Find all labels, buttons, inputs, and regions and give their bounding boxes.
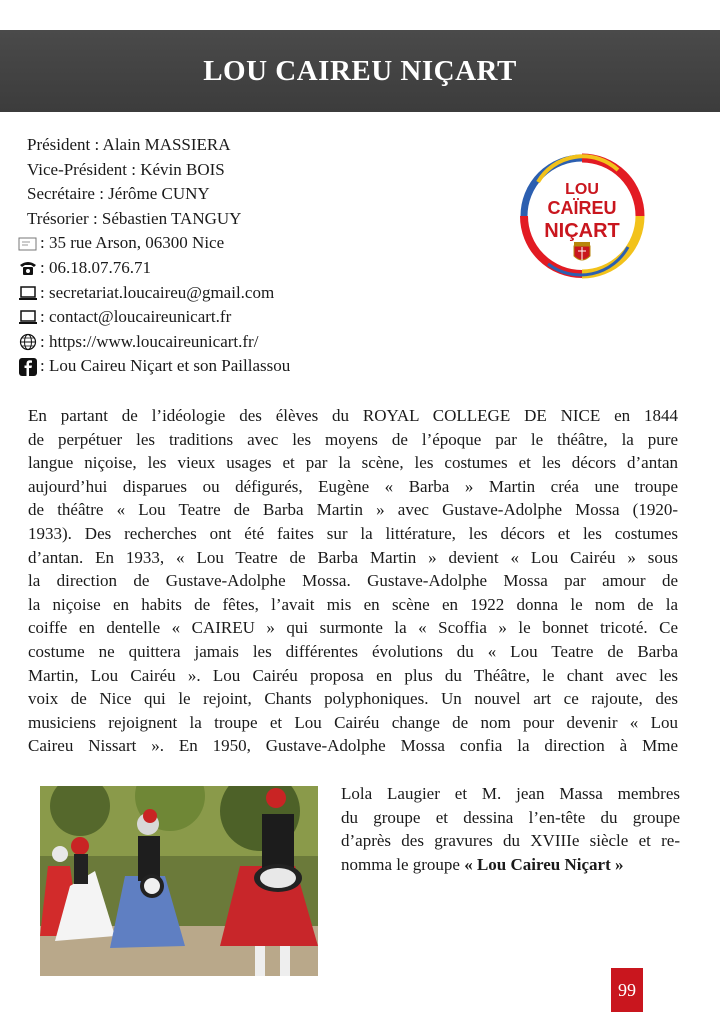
logo-line3: NIÇART (544, 220, 620, 242)
website-row (18, 330, 498, 355)
body-line-6: 1933). Des recherches ont été faites sur la littérature, les décors et les costumes (28, 523, 678, 543)
side-paragraph (341, 782, 680, 876)
side-line-2: du groupe et dessina l’en-tête du groupe (341, 807, 680, 827)
envelope-icon (18, 235, 38, 253)
email1-text[interactable]: : secretariat.loucaireu@gmail.com (40, 282, 275, 302)
address-row (18, 231, 498, 256)
body-paragraph (28, 404, 678, 758)
facebook-row (18, 354, 498, 379)
body-line-10: coiffe en dentelle « CAIREU » qui surmonte la « Scoffia » le bonnet tricoté. Ce (28, 618, 678, 638)
email2-row (18, 305, 498, 330)
body-line-5: de théâtre « Lou Teatre de Barba Martin » avec Gustave-Adolphe Mossa (1920- (28, 500, 678, 520)
page-number: 99 (611, 968, 643, 1012)
logo-line1: LOU (565, 181, 599, 198)
president-line: Président : Alain MASSIERA (27, 135, 231, 154)
telephone-icon (18, 259, 38, 277)
body-line-2: de perpétuer les traditions avec les moyens de l’époque par le théâtre, la pure (28, 429, 678, 449)
laptop-icon (18, 284, 38, 302)
logo-line2: CAÏREU (547, 198, 617, 218)
group-name-bold: « Lou Caireu Niçart » (464, 854, 624, 874)
body-line-4: aujourd’hui disparues ou défigurés, Eugène « Barba » Martin créa une troupe (28, 476, 678, 496)
side-line-4 (341, 853, 680, 877)
treasurer-line: Trésorier : Sébastien TANGUY (27, 208, 242, 228)
email1-row (18, 281, 498, 306)
facebook-icon (18, 358, 38, 376)
lou-caireu-nicart-logo (518, 152, 646, 280)
body-line-3: langue niçoise, les vieux usages et par la scène, les costumes et les décors d’antan (28, 453, 678, 473)
address-text: : 35 rue Arson, 06300 Nice (40, 233, 225, 253)
laptop-icon (18, 308, 38, 326)
page-title: LOU CAIREU NIÇART (203, 54, 517, 87)
body-line-13: voix de Nice qui le rejoint, Chants polyphoniques. Un nouvel art ce rajoute, des (28, 689, 678, 709)
body-line-15: Caireu Nissart ». En 1950, Gustave-Adolphe Mossa confia la direction à Mme (28, 736, 678, 756)
body-line-7: d’antan. En 1933, « Lou Teatre de Barba Martin » devient « Lou Cairéu » sous (28, 547, 678, 567)
side-line-4-prefix: nomma le groupe (341, 854, 465, 874)
body-line-11: costume ne quittera jamais les différentes évolutions du « Lou Teatre de Barba (28, 641, 678, 661)
side-line-3: d’après des gravures du XVIIIe siècle et re- (341, 831, 680, 851)
contact-block (18, 133, 498, 379)
side-line-1: Lola Laugier et M. jean Massa membres (341, 784, 680, 803)
body-line-8: la direction de Gustave-Adolphe Mossa. Gustave-Adolphe Mossa par amour de (28, 571, 678, 591)
title-banner (0, 30, 720, 112)
secretary-line: Secrétaire : Jérôme CUNY (27, 184, 210, 204)
phone-row (18, 256, 498, 281)
body-line-1: En partant de l’idéologie des élèves du ROYAL COLLEGE DE NICE en 1844 (28, 406, 678, 425)
facebook-text[interactable]: : Lou Caireu Niçart et son Paillassou (40, 356, 291, 376)
dancers-photo (40, 786, 318, 976)
body-line-9: la niçoise en habits de fêtes, l’avait mis en scène en 1922 donna le nom de la (28, 594, 678, 614)
email2-text[interactable]: : contact@loucaireunicart.fr (40, 307, 232, 327)
coat-of-arms-icon (574, 242, 590, 260)
body-line-12: Martin, Lou Cairéu ». Lou Cairéu proposa en plus du Théâtre, le chant avec les (28, 665, 678, 685)
body-line-14: musiciens rejoignent la troupe et Lou Cairéu change de nom pour devenir « Lou (28, 712, 678, 732)
vice-president-line: Vice-Président : Kévin BOIS (27, 159, 225, 179)
globe-icon (18, 333, 38, 351)
phone-text: : 06.18.07.76.71 (40, 257, 151, 277)
website-text[interactable]: : https://www.loucaireunicart.fr/ (40, 331, 259, 351)
